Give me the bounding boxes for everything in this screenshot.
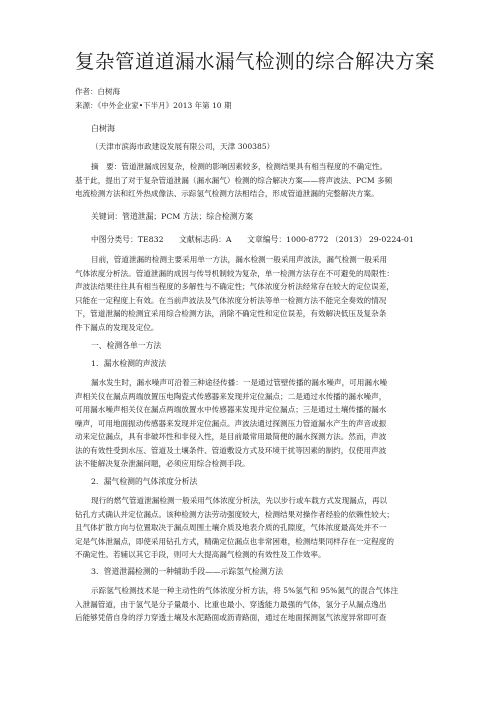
- sub3-paragraph: [75, 584, 435, 625]
- body-line: 示踪氢气检测技术是一种主动性的气体浓度分析方法，将 5%氢气和 95%氮气的混合气体注: [91, 586, 399, 595]
- abstract-line: 电流检测方法和红外热成像法、示踪氢气检测方法相结合，形成管道泄漏的完整解决方案。: [75, 189, 379, 198]
- intro-line: 气体浓度分析法。管道泄漏的成因与传导机制较为复杂，单一检测方法存在不可避免的局限性：: [75, 268, 394, 278]
- keywords: 关键词：管道泄漏；PCM 方法；综合检测方案: [91, 212, 254, 221]
- body-line: 可用漏水噪声相关仪在漏点两端放置水中传感器来发现并定位漏点；三是通过土壤传播的漏水: [75, 405, 387, 414]
- abstract-line: 摘 要：管道泄漏成因复杂，检测的影响因素较多，检测结果具有相当程度的不确定性。: [91, 162, 388, 171]
- body-line: 后能够凭借自身的浮力穿透土壤及水泥路面或沥青路面，通过在地面探测氢气浓度异常即可查: [75, 613, 387, 622]
- body-line: 动来定位漏点，具有非破坏性和非侵入性，是目前最常用最简便的漏水探测方法。然而，声波: [75, 432, 387, 441]
- sub2-paragraph: [75, 494, 435, 562]
- body-line: 噪声，可用地面振动传感器来发现并定位漏点。声波法通过探测压力管道漏水产生的声音或振: [75, 418, 387, 428]
- body-line: 不确定性。若辅以其它手段，则可大大提高漏气检测的有效性及工作效率。: [75, 550, 326, 559]
- section-heading: 一、检测各单一方法: [91, 341, 162, 350]
- author-name: 白树海: [91, 124, 115, 133]
- body-line: 法不能解决复杂泄漏问题，必须应用综合检测手段。: [75, 459, 250, 468]
- intro-paragraph: [75, 253, 435, 334]
- intro-line: 目前，管道泄漏的检测主要采用单一方法，漏水检测一般采用声波法，漏气检测一般采用: [91, 255, 388, 264]
- intro-line: 只能在一定程度上有效。在当前声波法及气体浓度分析法等单一检测方法不能完全奏效的情况: [75, 295, 387, 305]
- sub1-paragraph: [75, 376, 435, 471]
- intro-line: 下，管道泄漏的检测宜采用综合检测方法，消除不确定性和定位误差，有效解决低压及复杂条: [75, 309, 387, 318]
- intro-line: 件下漏点的发现及定位。: [75, 322, 159, 332]
- body-line: 漏水发生时，漏水噪声可沿着三种途径传播：一是通过管壁传播的漏水噪声，可用漏水噪: [91, 378, 388, 387]
- body-line: 现行的燃气管道泄漏检测一般采用气体浓度分析法，先以步行或车载方式发现漏点，再以: [91, 496, 388, 505]
- body-line: 钻孔方式确认并定位漏点。该种检测方法劳动强度较大，检测结果对操作者经验的依赖性较大；: [75, 509, 394, 519]
- article-title: 复杂管道道漏水漏气检测的综合解决方案: [75, 50, 436, 73]
- classification-line: 中图分类号：TE832 文献标志码：A 文章编号：1000-8772 （2013） 29-0224-01: [91, 235, 414, 244]
- author-line: 作者：白树海: [75, 87, 120, 96]
- body-line: 且气体扩散方向与位置取决于漏点周围土壤介质及地表介质的孔隙度，气体浓度最高处并不一: [75, 523, 387, 532]
- abstract-line: 基于此，提出了对于复杂管道泄漏（漏水漏气）检测的综合解决方案——将声波法、PCM 多频: [75, 175, 393, 185]
- body-line: 入泄漏管道，由于氢气是分子量最小、比重也最小、穿透能力最强的气体，氢分子从漏点逸出: [75, 599, 387, 609]
- source-line: 来源：《中外企业家•下半月》2013 年第 10 期: [75, 101, 232, 110]
- body-line: 声相关仪在漏点两端放置压电陶瓷式传感器来发现并定位漏点；二是通过水传播的漏水噪声，: [75, 391, 387, 401]
- subsection-heading: 3．管道泄漏检测的一种辅助手段——示踪氢气检测方法: [91, 567, 284, 576]
- abstract: [75, 160, 435, 201]
- body-line: 法的有效性受到水压、管道及土壤条件、管道敷设方式及环境干扰等因素的制约，仅使用声波: [75, 445, 387, 455]
- affiliation: （天津市滨海市政建设发展有限公司，天津 300385）: [91, 142, 275, 151]
- intro-line: 声波法结果往往具有相当程度的多解性与不确定性；气体浓度分析法经常存在较大的定位误差，: [75, 282, 394, 291]
- subsection-heading: 2．漏气检测的气体浓度分析法: [91, 477, 198, 486]
- subsection-heading: 1．漏水检测的声波法: [91, 359, 167, 368]
- body-line: 定是气体泄漏点，即使采用钻孔方式，精确定位漏点也非常困难，检测结果同样存在一定程度的: [75, 536, 394, 546]
